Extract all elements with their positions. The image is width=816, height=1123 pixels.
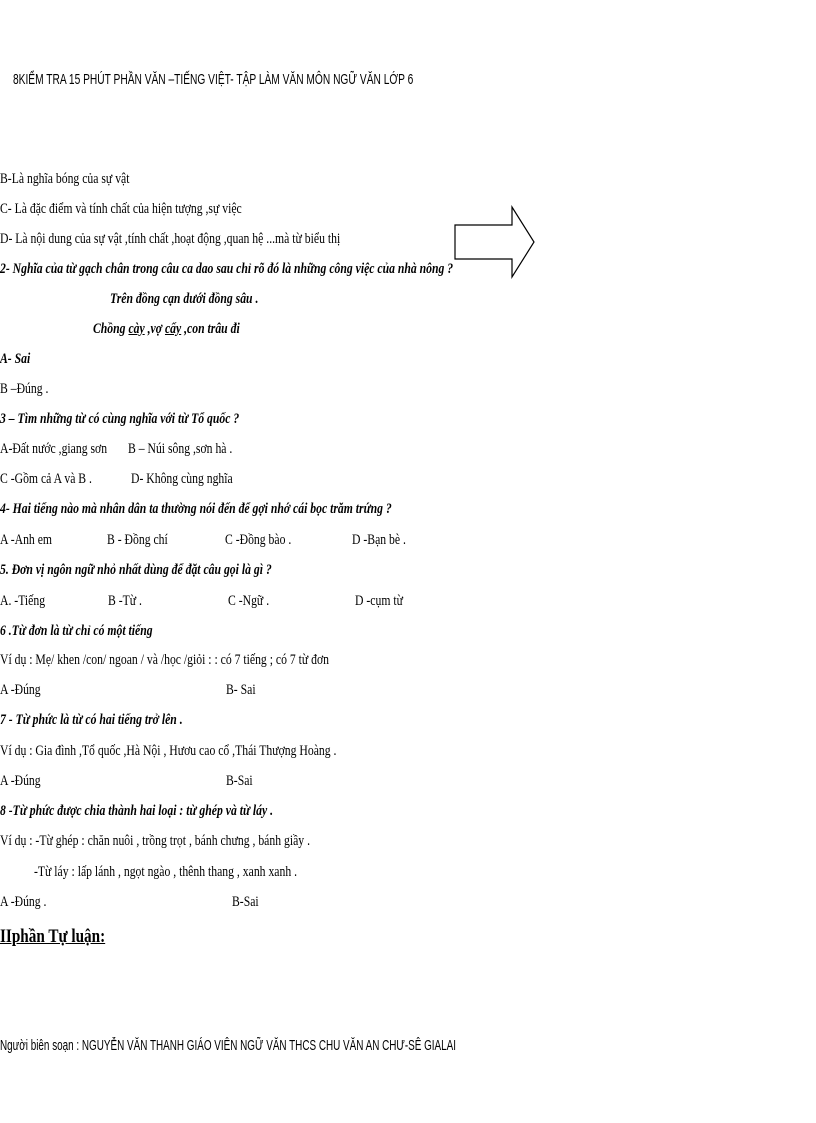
verse-line-2: [93, 321, 240, 338]
q7-answer-b: B-Sai: [226, 773, 253, 789]
q2-answer-b: B –Đúng .: [0, 381, 49, 397]
option-c: C- Là đặc điểm và tính chất của hiện tượng ,sự việc: [0, 201, 242, 217]
question-6: 6 .Từ đơn là từ chỉ có một tiếng: [0, 623, 153, 639]
question-3: 3 – Tìm những từ có cùng nghĩa với từ Tổ quốc ?: [0, 411, 240, 427]
verse-line-1: Trên đồng cạn dưới đồng sâu .: [110, 291, 259, 307]
q8-answer-a: A -Đúng .: [0, 894, 47, 910]
q3-answer-c: C -Gồm cả A và B .: [0, 471, 92, 487]
q8-example-1: Ví dụ : -Từ ghép : chăn nuôi , trồng trọt , bánh chưng , bánh giầy .: [0, 833, 311, 849]
q8-example-2: -Từ láy : lấp lánh , ngọt ngào , thênh thang , xanh xanh .: [34, 864, 298, 880]
q4-answer-c: C -Đồng bào .: [225, 532, 292, 548]
q5-answer-b: B -Từ .: [108, 593, 142, 609]
underlined-word-cay: cày: [128, 321, 145, 337]
q4-answer-d: D -Bạn bè .: [352, 532, 406, 548]
q6-example: Ví dụ : Mẹ/ khen /con/ ngoan / và /học /giỏi : : có 7 tiếng ; có 7 từ đơn: [0, 652, 330, 668]
q3-answer-a: A-Đất nước ,giang sơn: [0, 441, 108, 457]
author-footer: Người biên soạn : NGUYỄN VĂN THANH GIÁO VIÊN NGỮ VĂN THCS CHU VĂN AN CHƯ-SÊ GIALAI: [0, 1037, 457, 1054]
q6-answer-a: A -Đúng: [0, 682, 41, 698]
section-heading: IIphần Tự luận:: [0, 926, 106, 947]
q5-answer-d: D -cụm từ: [355, 593, 403, 609]
question-5: 5. Đơn vị ngôn ngữ nhỏ nhất dùng để đặt câu gọi là gì ?: [0, 562, 272, 578]
question-2: 2- Nghĩa của từ gạch chân trong câu ca dao sau chỉ rõ đó là những công việc của nhà nông ?: [0, 261, 454, 277]
q7-answer-a: A -Đúng: [0, 773, 41, 789]
verse-text: ,con trâu đi: [181, 321, 240, 337]
q7-example: Ví dụ : Gia đình ,Tổ quốc ,Hà Nội , Hươu cao cổ ,Thái Thượng Hoàng .: [0, 743, 337, 759]
question-8: 8 -Từ phức được chia thành hai loại : từ ghép và từ láy .: [0, 803, 274, 819]
right-arrow-icon: [452, 205, 536, 279]
option-b: B-Là nghĩa bóng của sự vật: [0, 171, 130, 187]
q4-answer-a: A -Anh em: [0, 532, 53, 548]
q2-answer-a: A- Sai: [0, 351, 31, 367]
question-7: 7 - Từ phức là từ có hai tiếng trở lên .: [0, 712, 183, 728]
verse-text: Chồng: [93, 321, 129, 337]
page-title: 8KIỂM TRA 15 PHÚT PHẦN VĂN –TIẾNG VIỆT- TẬP LÀM VĂN MÔN NGỮ VĂN LỚP 6: [13, 71, 414, 88]
verse-text: ,vợ: [144, 321, 165, 337]
option-d: D- Là nội dung của sự vật ,tính chất ,hoạt động ,quan hệ ...mà từ biểu thị: [0, 231, 341, 247]
q5-answer-a: A. -Tiếng: [0, 593, 46, 609]
q3-answer-b: B – Núi sông ,sơn hà .: [128, 441, 233, 457]
underlined-word-cay2: cấy: [164, 321, 182, 337]
question-4: 4- Hai tiếng nào mà nhân dân ta thường nói đến để gợi nhớ cái bọc trăm trứng ?: [0, 501, 392, 517]
q3-answer-d: D- Không cùng nghĩa: [131, 471, 233, 487]
q4-answer-b: B - Đồng chí: [107, 532, 168, 548]
q5-answer-c: C -Ngữ .: [228, 593, 270, 609]
q6-answer-b: B- Sai: [226, 682, 256, 698]
q8-answer-b: B-Sai: [232, 894, 259, 910]
